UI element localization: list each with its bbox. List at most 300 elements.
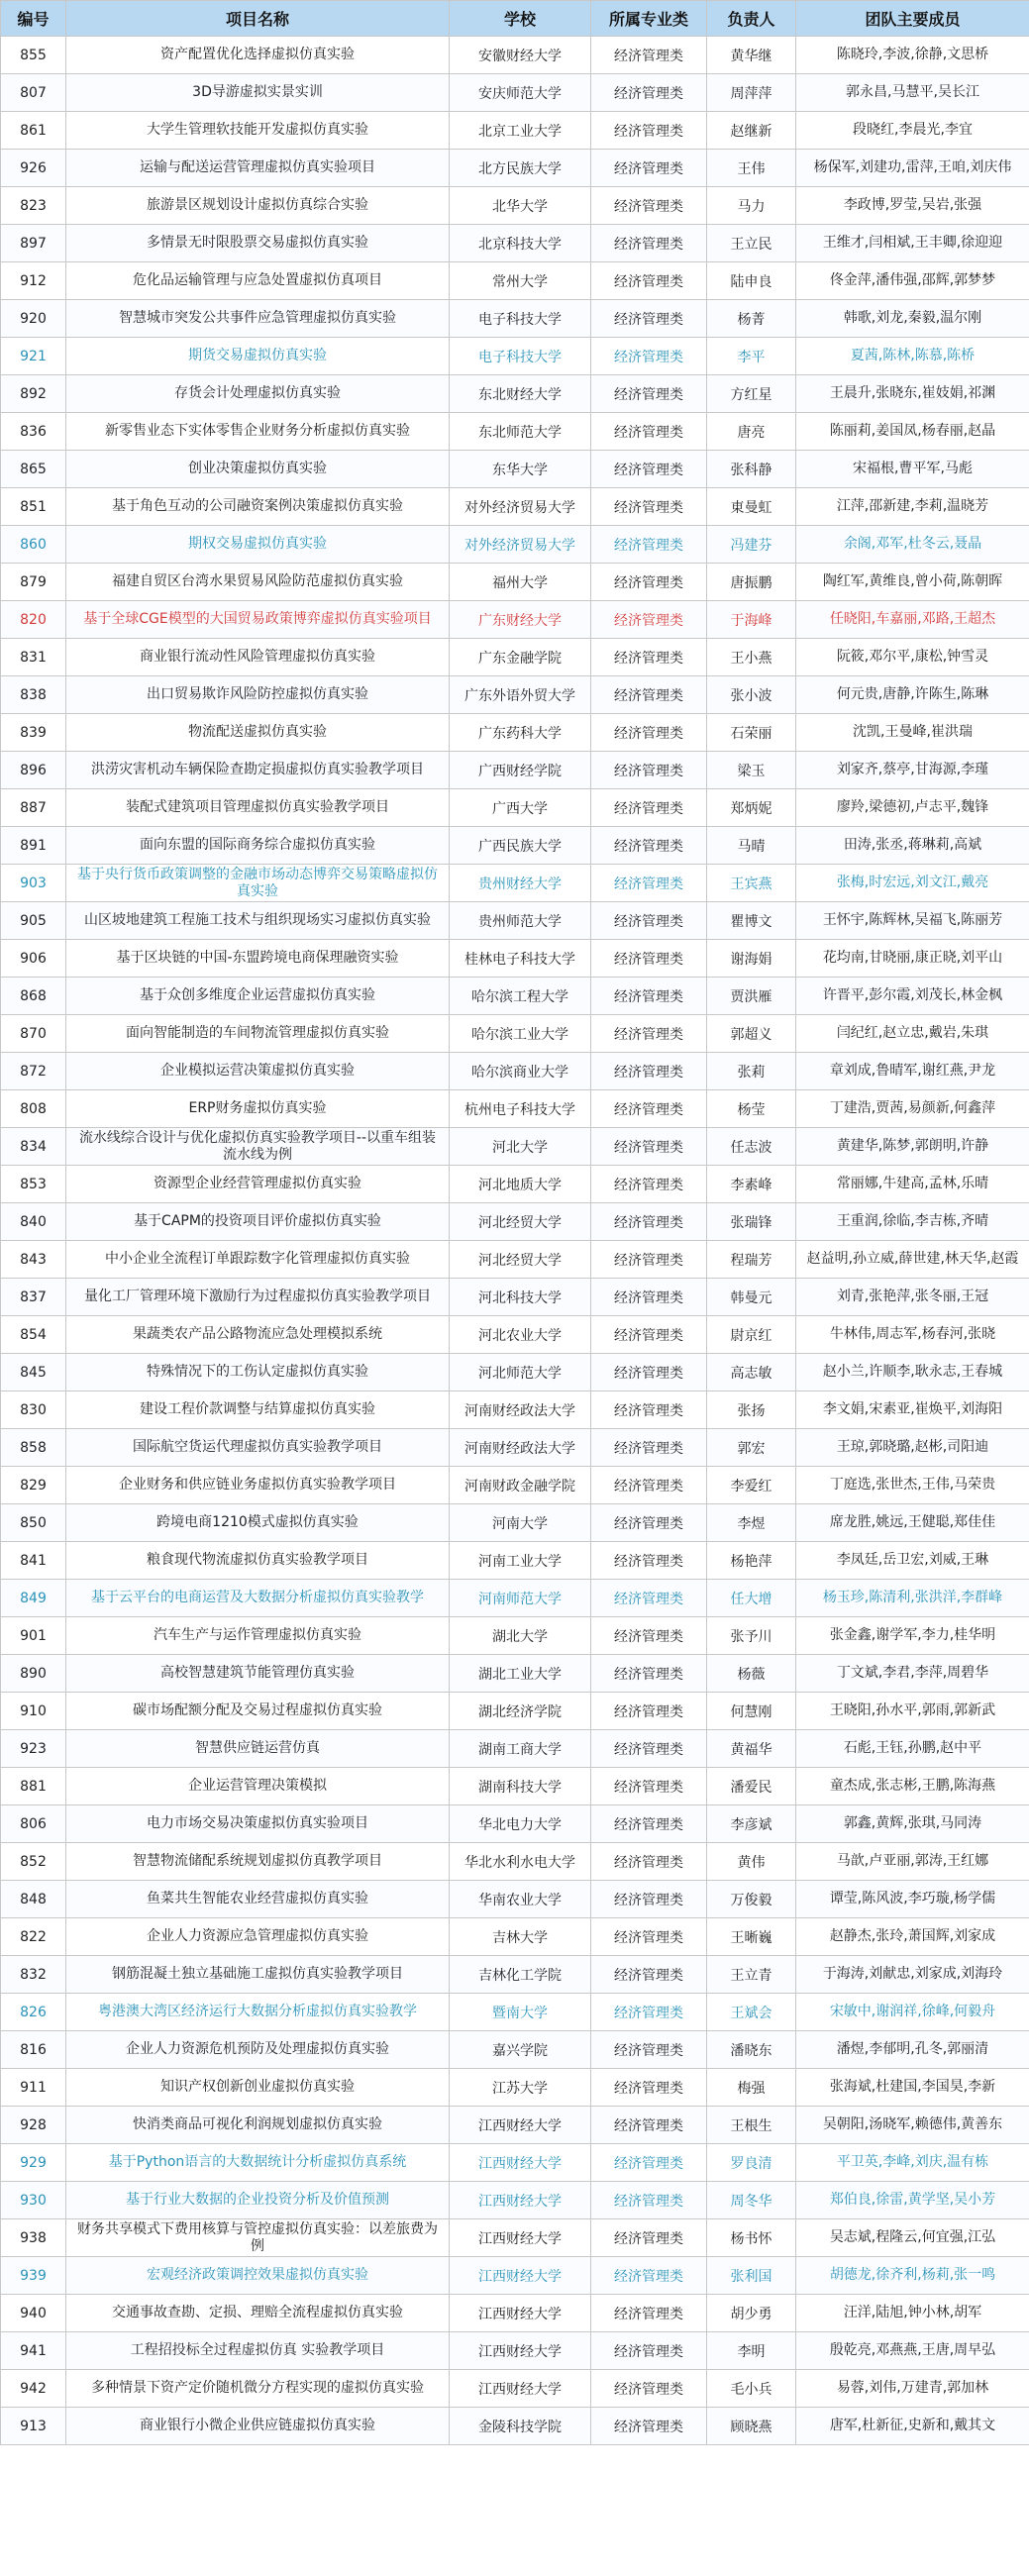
table-cell-project: 企业运营管理决策模拟 bbox=[66, 1768, 450, 1805]
table-cell-category: 经济管理类 bbox=[591, 1241, 707, 1279]
table-cell-id: 868 bbox=[1, 978, 66, 1015]
header-category: 所属专业类 bbox=[591, 1, 707, 37]
table-cell-leader: 马晴 bbox=[707, 827, 796, 865]
table-row bbox=[1, 2107, 1029, 2144]
table-cell-members: 谭莹,陈风波,李巧璇,杨学儒 bbox=[796, 1881, 1029, 1918]
table-row bbox=[1, 827, 1029, 865]
table-cell-school: 河南财经政法大学 bbox=[450, 1391, 591, 1429]
table-cell-id: 845 bbox=[1, 1354, 66, 1391]
table-row bbox=[1, 1053, 1029, 1090]
table-cell-members: 杨玉珍,陈清利,张洪洋,李群峰 bbox=[796, 1580, 1029, 1617]
table-cell-members: 张海斌,杜建国,李国昊,李新 bbox=[796, 2069, 1029, 2107]
table-cell-school: 哈尔滨工业大学 bbox=[450, 1015, 591, 1053]
table-row bbox=[1, 601, 1029, 639]
table-cell-category: 经济管理类 bbox=[591, 300, 707, 338]
table-cell-members: 廖羚,梁德初,卢志平,魏锋 bbox=[796, 789, 1029, 827]
table-cell-members: 陈丽莉,姜国凤,杨春丽,赵晶 bbox=[796, 413, 1029, 451]
table-row bbox=[1, 150, 1029, 187]
table-cell-leader: 张瑞锋 bbox=[707, 1203, 796, 1241]
table-cell-id: 930 bbox=[1, 2182, 66, 2219]
table-cell-category: 经济管理类 bbox=[591, 1881, 707, 1918]
table-cell-project: 新零售业态下实体零售企业财务分析虚拟仿真实验 bbox=[66, 413, 450, 451]
table-cell-id: 836 bbox=[1, 413, 66, 451]
table-cell-id: 843 bbox=[1, 1241, 66, 1279]
table-cell-category: 经济管理类 bbox=[591, 1354, 707, 1391]
table-row bbox=[1, 2219, 1029, 2257]
table-cell-leader: 任大增 bbox=[707, 1580, 796, 1617]
table-row bbox=[1, 564, 1029, 601]
header-row bbox=[1, 1, 1029, 37]
table-cell-school: 河北科技大学 bbox=[450, 1279, 591, 1316]
table-cell-members: 韩歌,刘龙,秦毅,温尔刚 bbox=[796, 300, 1029, 338]
table-cell-category: 经济管理类 bbox=[591, 488, 707, 526]
table-cell-school: 嘉兴学院 bbox=[450, 2031, 591, 2069]
table-cell-category: 经济管理类 bbox=[591, 526, 707, 564]
table-cell-project: 鱼菜共生智能农业经营虚拟仿真实验 bbox=[66, 1881, 450, 1918]
table-row bbox=[1, 1090, 1029, 1128]
table-cell-id: 939 bbox=[1, 2257, 66, 2295]
table-cell-leader: 杨艳萍 bbox=[707, 1542, 796, 1580]
table-cell-members: 马歆,卢亚丽,郭涛,王红娜 bbox=[796, 1843, 1029, 1881]
table-cell-id: 855 bbox=[1, 37, 66, 74]
table-cell-school: 河北大学 bbox=[450, 1128, 591, 1166]
table-cell-members: 郭永昌,马慧平,吴长江 bbox=[796, 74, 1029, 112]
table-cell-category: 经济管理类 bbox=[591, 1956, 707, 1994]
table-cell-id: 912 bbox=[1, 262, 66, 300]
table-cell-school: 桂林电子科技大学 bbox=[450, 940, 591, 978]
table-cell-leader: 胡少勇 bbox=[707, 2295, 796, 2332]
table-cell-leader: 梁玉 bbox=[707, 752, 796, 789]
table-cell-leader: 程瑞芳 bbox=[707, 1241, 796, 1279]
table-cell-members: 石彪,王钰,孙鹏,赵中平 bbox=[796, 1730, 1029, 1768]
table-cell-project: 电力市场交易决策虚拟仿真实验项目 bbox=[66, 1805, 450, 1843]
table-cell-id: 852 bbox=[1, 1843, 66, 1881]
table-cell-members: 王琼,郭晓璐,赵彬,司阳迪 bbox=[796, 1429, 1029, 1467]
table-cell-id: 923 bbox=[1, 1730, 66, 1768]
table-cell-project: 粤港澳大湾区经济运行大数据分析虚拟仿真实验教学 bbox=[66, 1994, 450, 2031]
table-cell-category: 经济管理类 bbox=[591, 1316, 707, 1354]
table-cell-members: 平卫英,李峰,刘庆,温有栋 bbox=[796, 2144, 1029, 2182]
table-row bbox=[1, 2257, 1029, 2295]
table-cell-leader: 李素峰 bbox=[707, 1166, 796, 1203]
table-cell-school: 河北经贸大学 bbox=[450, 1241, 591, 1279]
table-cell-id: 834 bbox=[1, 1128, 66, 1166]
table-cell-leader: 于海峰 bbox=[707, 601, 796, 639]
table-cell-members: 丁建浩,贾茜,易颜新,何鑫萍 bbox=[796, 1090, 1029, 1128]
table-cell-project: 汽车生产与运作管理虚拟仿真实验 bbox=[66, 1617, 450, 1655]
table-cell-members: 赵静杰,张玲,萧国辉,刘家成 bbox=[796, 1918, 1029, 1956]
table-cell-school: 安庆师范大学 bbox=[450, 74, 591, 112]
table-header bbox=[1, 1, 1029, 37]
table-cell-project: 宏观经济政策调控效果虚拟仿真实验 bbox=[66, 2257, 450, 2295]
table-row bbox=[1, 789, 1029, 827]
table-cell-members: 王晓阳,孙水平,郭雨,郭新武 bbox=[796, 1693, 1029, 1730]
table-cell-id: 808 bbox=[1, 1090, 66, 1128]
table-cell-id: 831 bbox=[1, 639, 66, 676]
table-cell-id: 858 bbox=[1, 1429, 66, 1467]
table-cell-category: 经济管理类 bbox=[591, 564, 707, 601]
table-cell-category: 经济管理类 bbox=[591, 2370, 707, 2408]
table-row bbox=[1, 262, 1029, 300]
table-cell-category: 经济管理类 bbox=[591, 338, 707, 375]
table-cell-school: 江西财经大学 bbox=[450, 2107, 591, 2144]
table-cell-id: 839 bbox=[1, 714, 66, 752]
table-row bbox=[1, 752, 1029, 789]
table-row bbox=[1, 1994, 1029, 2031]
table-cell-members: 陶红军,黄维良,曾小荷,陈朝晖 bbox=[796, 564, 1029, 601]
table-cell-school: 安徽财经大学 bbox=[450, 37, 591, 74]
table-row bbox=[1, 1655, 1029, 1693]
table-cell-project: 高校智慧建筑节能管理仿真实验 bbox=[66, 1655, 450, 1693]
table-cell-school: 河北经贸大学 bbox=[450, 1203, 591, 1241]
table-cell-project: 基于区块链的中国-东盟跨境电商保理融资实验 bbox=[66, 940, 450, 978]
table-cell-category: 经济管理类 bbox=[591, 940, 707, 978]
table-cell-members: 赵益明,孙立威,薛世建,林天华,赵霞 bbox=[796, 1241, 1029, 1279]
table-row bbox=[1, 902, 1029, 940]
table-cell-category: 经济管理类 bbox=[591, 902, 707, 940]
table-cell-category: 经济管理类 bbox=[591, 714, 707, 752]
table-cell-project: 危化品运输管理与应急处置虚拟仿真项目 bbox=[66, 262, 450, 300]
table-cell-category: 经济管理类 bbox=[591, 1391, 707, 1429]
table-row bbox=[1, 676, 1029, 714]
table-cell-school: 江西财经大学 bbox=[450, 2182, 591, 2219]
table-cell-members: 张金鑫,谢学军,李力,桂华明 bbox=[796, 1617, 1029, 1655]
table-cell-school: 金陵科技学院 bbox=[450, 2408, 591, 2445]
table-cell-project: 量化工厂管理环境下激励行为过程虚拟仿真实验教学项目 bbox=[66, 1279, 450, 1316]
table-cell-members: 吴朝阳,汤晓军,赖德伟,黄善东 bbox=[796, 2107, 1029, 2144]
table-cell-id: 860 bbox=[1, 526, 66, 564]
table-cell-school: 河南财政金融学院 bbox=[450, 1467, 591, 1504]
table-row bbox=[1, 1580, 1029, 1617]
table-row bbox=[1, 1730, 1029, 1768]
table-cell-leader: 郭超义 bbox=[707, 1015, 796, 1053]
table-row bbox=[1, 451, 1029, 488]
table-cell-members: 丁庭选,张世杰,王伟,马荣贵 bbox=[796, 1467, 1029, 1504]
table-row bbox=[1, 2295, 1029, 2332]
table-cell-project: 商业银行小微企业供应链虚拟仿真实验 bbox=[66, 2408, 450, 2445]
table-cell-school: 吉林大学 bbox=[450, 1918, 591, 1956]
table-row bbox=[1, 338, 1029, 375]
table-cell-id: 906 bbox=[1, 940, 66, 978]
table-cell-project: 基于行业大数据的企业投资分析及价值预测 bbox=[66, 2182, 450, 2219]
table-row bbox=[1, 1015, 1029, 1053]
table-cell-category: 经济管理类 bbox=[591, 37, 707, 74]
table-row bbox=[1, 1279, 1029, 1316]
table-row bbox=[1, 639, 1029, 676]
table-cell-category: 经济管理类 bbox=[591, 1617, 707, 1655]
table-cell-school: 江西财经大学 bbox=[450, 2257, 591, 2295]
table-cell-project: 面向东盟的国际商务综合虚拟仿真实验 bbox=[66, 827, 450, 865]
table-cell-id: 879 bbox=[1, 564, 66, 601]
table-cell-category: 经济管理类 bbox=[591, 752, 707, 789]
table-cell-project: 存货会计处理虚拟仿真实验 bbox=[66, 375, 450, 413]
table-cell-leader: 高志敏 bbox=[707, 1354, 796, 1391]
table-cell-id: 832 bbox=[1, 1956, 66, 1994]
table-cell-members: 王重润,徐临,李吉栋,齐晴 bbox=[796, 1203, 1029, 1241]
table-cell-members: 席龙胜,姚远,王健聪,郑佳佳 bbox=[796, 1504, 1029, 1542]
table-cell-leader: 潘晓东 bbox=[707, 2031, 796, 2069]
table-row bbox=[1, 2069, 1029, 2107]
table-row bbox=[1, 1768, 1029, 1805]
table-cell-id: 841 bbox=[1, 1542, 66, 1580]
table-cell-id: 861 bbox=[1, 112, 66, 150]
table-cell-id: 851 bbox=[1, 488, 66, 526]
table-cell-members: 杨保军,刘建功,雷萍,王咱,刘庆伟 bbox=[796, 150, 1029, 187]
table-cell-members: 刘家齐,蔡亭,甘海源,李瑾 bbox=[796, 752, 1029, 789]
table-cell-members: 闫纪红,赵立忠,戴岩,朱琪 bbox=[796, 1015, 1029, 1053]
table-cell-id: 942 bbox=[1, 2370, 66, 2408]
table-cell-id: 838 bbox=[1, 676, 66, 714]
table-cell-members: 李文娟,宋素亚,崔焕平,刘海阳 bbox=[796, 1391, 1029, 1429]
table-cell-project: 多种情景下资产定价随机微分方程实现的虚拟仿真实验 bbox=[66, 2370, 450, 2408]
table-cell-school: 江西财经大学 bbox=[450, 2144, 591, 2182]
table-row bbox=[1, 940, 1029, 978]
table-cell-project: 旅游景区规划设计虚拟仿真综合实验 bbox=[66, 187, 450, 225]
table-cell-leader: 张小波 bbox=[707, 676, 796, 714]
table-row bbox=[1, 37, 1029, 74]
table-cell-project: 跨境电商1210模式虚拟仿真实验 bbox=[66, 1504, 450, 1542]
table-cell-members: 阮筱,邓尔平,康松,钟雪灵 bbox=[796, 639, 1029, 676]
table-cell-project: 中小企业全流程订单跟踪数字化管理虚拟仿真实验 bbox=[66, 1241, 450, 1279]
table-cell-category: 经济管理类 bbox=[591, 451, 707, 488]
table-cell-id: 850 bbox=[1, 1504, 66, 1542]
table-cell-project: 特殊情况下的工伤认定虚拟仿真实验 bbox=[66, 1354, 450, 1391]
table-cell-leader: 王晰巍 bbox=[707, 1918, 796, 1956]
table-cell-members: 任晓阳,车嘉丽,邓路,王超杰 bbox=[796, 601, 1029, 639]
table-cell-school: 哈尔滨商业大学 bbox=[450, 1053, 591, 1090]
table-cell-project: 资源型企业经营管理虚拟仿真实验 bbox=[66, 1166, 450, 1203]
table-cell-leader: 方红星 bbox=[707, 375, 796, 413]
table-cell-id: 921 bbox=[1, 338, 66, 375]
table-cell-leader: 王立青 bbox=[707, 1956, 796, 1994]
table-cell-leader: 张扬 bbox=[707, 1391, 796, 1429]
table-cell-school: 北方民族大学 bbox=[450, 150, 591, 187]
table-cell-leader: 唐振鹏 bbox=[707, 564, 796, 601]
table-cell-category: 经济管理类 bbox=[591, 1805, 707, 1843]
table-cell-category: 经济管理类 bbox=[591, 112, 707, 150]
table-cell-id: 897 bbox=[1, 225, 66, 262]
table-cell-leader: 王立民 bbox=[707, 225, 796, 262]
table-cell-school: 河北师范大学 bbox=[450, 1354, 591, 1391]
table-cell-category: 经济管理类 bbox=[591, 2107, 707, 2144]
table-cell-leader: 王宾燕 bbox=[707, 865, 796, 902]
table-cell-category: 经济管理类 bbox=[591, 2257, 707, 2295]
table-row bbox=[1, 526, 1029, 564]
table-cell-members: 王晨升,张晓东,崔妓娟,祁渊 bbox=[796, 375, 1029, 413]
table-cell-members: 吴志斌,程隆云,何宜强,江弘 bbox=[796, 2219, 1029, 2257]
table-cell-members: 赵小兰,许顺李,耿永志,王春城 bbox=[796, 1354, 1029, 1391]
table-row bbox=[1, 1241, 1029, 1279]
table-cell-project: 大学生管理软技能开发虚拟仿真实验 bbox=[66, 112, 450, 150]
table-cell-category: 经济管理类 bbox=[591, 1994, 707, 2031]
table-cell-project: 流水线综合设计与优化虚拟仿真实验教学项目--以重车组装流水线为例 bbox=[66, 1128, 450, 1166]
table-cell-project: 果蔬类农产品公路物流应急处理模拟系统 bbox=[66, 1316, 450, 1354]
table-cell-project: 基于云平台的电商运营及大数据分析虚拟仿真实验教学 bbox=[66, 1580, 450, 1617]
table-row bbox=[1, 2332, 1029, 2370]
table-row bbox=[1, 1881, 1029, 1918]
table-cell-leader: 郭宏 bbox=[707, 1429, 796, 1467]
table-cell-members: 丁文斌,李君,李萍,周碧华 bbox=[796, 1655, 1029, 1693]
table-cell-project: 创业决策虚拟仿真实验 bbox=[66, 451, 450, 488]
table-row bbox=[1, 1391, 1029, 1429]
table-cell-category: 经济管理类 bbox=[591, 225, 707, 262]
table-cell-project: 企业人力资源应急管理虚拟仿真实验 bbox=[66, 1918, 450, 1956]
table-cell-school: 湖南科技大学 bbox=[450, 1768, 591, 1805]
table-cell-leader: 李彦斌 bbox=[707, 1805, 796, 1843]
table-cell-leader: 马力 bbox=[707, 187, 796, 225]
table-cell-members: 黄建华,陈梦,郭朗明,许静 bbox=[796, 1128, 1029, 1166]
table-cell-leader: 尉京红 bbox=[707, 1316, 796, 1354]
table-cell-leader: 郑炳妮 bbox=[707, 789, 796, 827]
table-cell-category: 经济管理类 bbox=[591, 2295, 707, 2332]
table-cell-school: 河南大学 bbox=[450, 1504, 591, 1542]
table-cell-school: 吉林化工学院 bbox=[450, 1956, 591, 1994]
table-cell-leader: 李煜 bbox=[707, 1504, 796, 1542]
table-cell-leader: 東曼虹 bbox=[707, 488, 796, 526]
table-cell-leader: 任志波 bbox=[707, 1128, 796, 1166]
table-cell-category: 经济管理类 bbox=[591, 375, 707, 413]
table-cell-school: 河南财经政法大学 bbox=[450, 1429, 591, 1467]
table-cell-leader: 黄伟 bbox=[707, 1843, 796, 1881]
table-cell-leader: 杨菁 bbox=[707, 300, 796, 338]
table-cell-leader: 梅强 bbox=[707, 2069, 796, 2107]
table-cell-school: 广东外语外贸大学 bbox=[450, 676, 591, 714]
table-cell-id: 901 bbox=[1, 1617, 66, 1655]
table-cell-category: 经济管理类 bbox=[591, 1203, 707, 1241]
table-cell-id: 910 bbox=[1, 1693, 66, 1730]
table-cell-school: 北京科技大学 bbox=[450, 225, 591, 262]
table-cell-leader: 万俊毅 bbox=[707, 1881, 796, 1918]
table-cell-project: 碳市场配额分配及交易过程虚拟仿真实验 bbox=[66, 1693, 450, 1730]
table-cell-members: 花均南,甘晓丽,康正晓,刘平山 bbox=[796, 940, 1029, 978]
table-cell-id: 896 bbox=[1, 752, 66, 789]
table-cell-school: 广西财经学院 bbox=[450, 752, 591, 789]
table-cell-category: 经济管理类 bbox=[591, 1542, 707, 1580]
table-cell-members: 王维才,闫相斌,王丰卿,徐迎迎 bbox=[796, 225, 1029, 262]
table-cell-project: 快消类商品可视化利润规划虚拟仿真实验 bbox=[66, 2107, 450, 2144]
table-cell-members: 牛林伟,周志军,杨春河,张晓 bbox=[796, 1316, 1029, 1354]
table-cell-leader: 杨薇 bbox=[707, 1655, 796, 1693]
table-cell-members: 沈凯,王曼峰,崔洪瑞 bbox=[796, 714, 1029, 752]
table-cell-id: 928 bbox=[1, 2107, 66, 2144]
table-cell-members: 殷乾亮,邓燕燕,王唐,周早弘 bbox=[796, 2332, 1029, 2370]
table-row bbox=[1, 2182, 1029, 2219]
table-cell-leader: 潘爱民 bbox=[707, 1768, 796, 1805]
table-cell-project: 期货交易虚拟仿真实验 bbox=[66, 338, 450, 375]
table-cell-members: 段晓红,李晨光,李宜 bbox=[796, 112, 1029, 150]
table-cell-members: 唐军,杜新征,史新和,戴其文 bbox=[796, 2408, 1029, 2445]
table-cell-school: 江西财经大学 bbox=[450, 2295, 591, 2332]
table-row bbox=[1, 1693, 1029, 1730]
table-cell-school: 广东财经大学 bbox=[450, 601, 591, 639]
table-cell-project: 企业模拟运营决策虚拟仿真实验 bbox=[66, 1053, 450, 1090]
table-cell-project: 基于CAPM的投资项目评价虚拟仿真实验 bbox=[66, 1203, 450, 1241]
table-row bbox=[1, 1956, 1029, 1994]
table-row bbox=[1, 1203, 1029, 1241]
table-row bbox=[1, 1843, 1029, 1881]
table-cell-members: 郭鑫,黄辉,张琪,马同涛 bbox=[796, 1805, 1029, 1843]
table-cell-leader: 李爱红 bbox=[707, 1467, 796, 1504]
header-members: 团队主要成员 bbox=[796, 1, 1029, 37]
table-cell-members: 常丽娜,牛建高,孟林,乐晴 bbox=[796, 1166, 1029, 1203]
table-cell-category: 经济管理类 bbox=[591, 2182, 707, 2219]
table-cell-project: 物流配送虚拟仿真实验 bbox=[66, 714, 450, 752]
table-cell-leader: 王斌会 bbox=[707, 1994, 796, 2031]
table-cell-school: 湖南工商大学 bbox=[450, 1730, 591, 1768]
table-row bbox=[1, 225, 1029, 262]
table-cell-category: 经济管理类 bbox=[591, 601, 707, 639]
table-cell-category: 经济管理类 bbox=[591, 150, 707, 187]
table-cell-school: 东北师范大学 bbox=[450, 413, 591, 451]
table-cell-school: 江西财经大学 bbox=[450, 2332, 591, 2370]
table-cell-category: 经济管理类 bbox=[591, 639, 707, 676]
table-cell-project: 智慧城市突发公共事件应急管理虚拟仿真实验 bbox=[66, 300, 450, 338]
table-cell-id: 920 bbox=[1, 300, 66, 338]
table-row bbox=[1, 413, 1029, 451]
table-row bbox=[1, 2031, 1029, 2069]
table-cell-school: 湖北工业大学 bbox=[450, 1655, 591, 1693]
table-cell-category: 经济管理类 bbox=[591, 1128, 707, 1166]
table-cell-id: 938 bbox=[1, 2219, 66, 2257]
table-cell-school: 华南农业大学 bbox=[450, 1881, 591, 1918]
table-cell-id: 903 bbox=[1, 865, 66, 902]
table-cell-leader: 韩曼元 bbox=[707, 1279, 796, 1316]
table-cell-members: 宋福根,曹平军,马彪 bbox=[796, 451, 1029, 488]
table-cell-category: 经济管理类 bbox=[591, 1504, 707, 1542]
table-cell-leader: 顾晓燕 bbox=[707, 2408, 796, 2445]
table-cell-members: 易蓉,刘伟,万建青,郭加林 bbox=[796, 2370, 1029, 2408]
table-cell-school: 电子科技大学 bbox=[450, 338, 591, 375]
table-cell-project: 洪涝灾害机动车辆保险查勘定损虚拟仿真实验教学项目 bbox=[66, 752, 450, 789]
table-cell-id: 911 bbox=[1, 2069, 66, 2107]
table-cell-school: 广东药科大学 bbox=[450, 714, 591, 752]
table-cell-id: 822 bbox=[1, 1918, 66, 1956]
table-cell-category: 经济管理类 bbox=[591, 2069, 707, 2107]
table-cell-leader: 杨书怀 bbox=[707, 2219, 796, 2257]
table-body bbox=[1, 37, 1029, 2445]
table-cell-project: 企业财务和供应链业务虚拟仿真实验教学项目 bbox=[66, 1467, 450, 1504]
table-cell-category: 经济管理类 bbox=[591, 187, 707, 225]
table-cell-members: 江萍,邵新建,李莉,温晓芳 bbox=[796, 488, 1029, 526]
table-row bbox=[1, 1467, 1029, 1504]
table-cell-id: 872 bbox=[1, 1053, 66, 1090]
table-cell-project: 基于Python语言的大数据统计分析虚拟仿真系统 bbox=[66, 2144, 450, 2182]
table-cell-id: 941 bbox=[1, 2332, 66, 2370]
table-cell-members: 陈晓玲,李波,徐静,文思桥 bbox=[796, 37, 1029, 74]
table-cell-project: 工程招投标全过程虚拟仿真 实验教学项目 bbox=[66, 2332, 450, 2370]
table-cell-leader: 张莉 bbox=[707, 1053, 796, 1090]
table-row bbox=[1, 187, 1029, 225]
table-row bbox=[1, 1166, 1029, 1203]
table-cell-id: 816 bbox=[1, 2031, 66, 2069]
table-cell-school: 河北地质大学 bbox=[450, 1166, 591, 1203]
table-cell-school: 东华大学 bbox=[450, 451, 591, 488]
table-cell-id: 826 bbox=[1, 1994, 66, 2031]
table-row bbox=[1, 488, 1029, 526]
table-cell-project: 建设工程价款调整与结算虚拟仿真实验 bbox=[66, 1391, 450, 1429]
table-cell-project: 装配式建筑项目管理虚拟仿真实验教学项目 bbox=[66, 789, 450, 827]
table-cell-project: 出口贸易欺诈风险防控虚拟仿真实验 bbox=[66, 676, 450, 714]
table-cell-id: 853 bbox=[1, 1166, 66, 1203]
table-cell-category: 经济管理类 bbox=[591, 262, 707, 300]
table-row bbox=[1, 1128, 1029, 1166]
table-cell-id: 840 bbox=[1, 1203, 66, 1241]
table-cell-project: 国际航空货运代理虚拟仿真实验教学项目 bbox=[66, 1429, 450, 1467]
table-cell-project: ERP财务虚拟仿真实验 bbox=[66, 1090, 450, 1128]
table-cell-id: 830 bbox=[1, 1391, 66, 1429]
table-cell-project: 资产配置优化选择虚拟仿真实验 bbox=[66, 37, 450, 74]
table-cell-members: 田涛,张丞,蒋琳莉,高斌 bbox=[796, 827, 1029, 865]
